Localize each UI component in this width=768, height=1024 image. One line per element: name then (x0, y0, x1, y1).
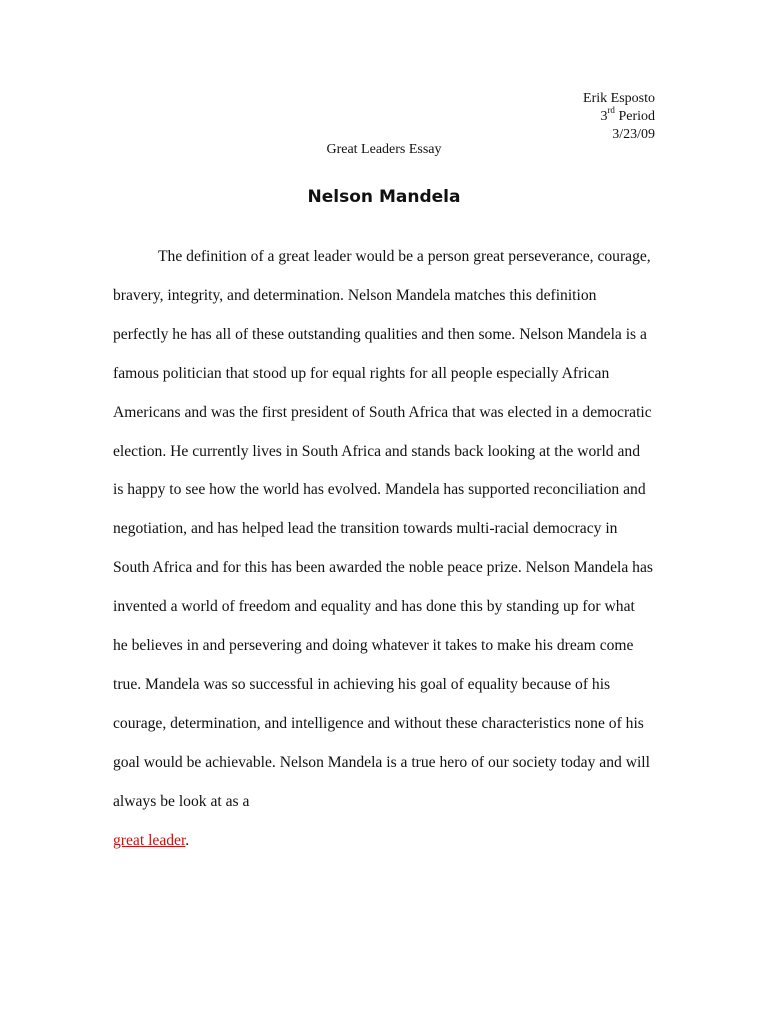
essay-date: 3/23/09 (612, 127, 655, 142)
student-name: Erik Esposto (583, 91, 655, 106)
period-number: 3 (600, 109, 608, 124)
period-suffix: rd (607, 105, 615, 116)
essay-body-text: The definition of a great leader would be a person great perseverance, courage, bravery, integrity, and determination. Nelson Mandela matches this definition perfectly he has all of these outstanding qualities and then some. Nelson Mandela is a famous politician that stood up for equal rights for all people especially African Americans and was the first president of South Africa that was elected in a democratic election. He currently lives in South Africa and stands back looking at the world and is happy to see how the world has evolved. Mandela has supported reconciliation and negotiation, and has helped lead the transition towards multi-racial democracy in South Africa and for this has been awarded the noble peace prize. Nelson Mandela has invented a world of freedom and equality and has done this by standing up for what he believes in and persevering and doing whatever it takes to make his dream come true. Mandela was so successful in achieving his goal of equality because of his courage, determination, and intelligence and without these characteristics none of his goal would be achievable. Nelson Mandela is a true hero of our society today and will always be look at as a (113, 248, 653, 810)
essay-title: Nelson Mandela (307, 187, 461, 207)
great-leader-link[interactable]: great leader (113, 831, 186, 849)
essay-paragraph (113, 238, 653, 861)
essay-subtitle: Great Leaders Essay (326, 142, 442, 157)
essay-end-punctuation: . (185, 831, 190, 849)
student-header (583, 90, 655, 144)
period-word: Period (618, 109, 655, 124)
class-period (583, 105, 655, 126)
